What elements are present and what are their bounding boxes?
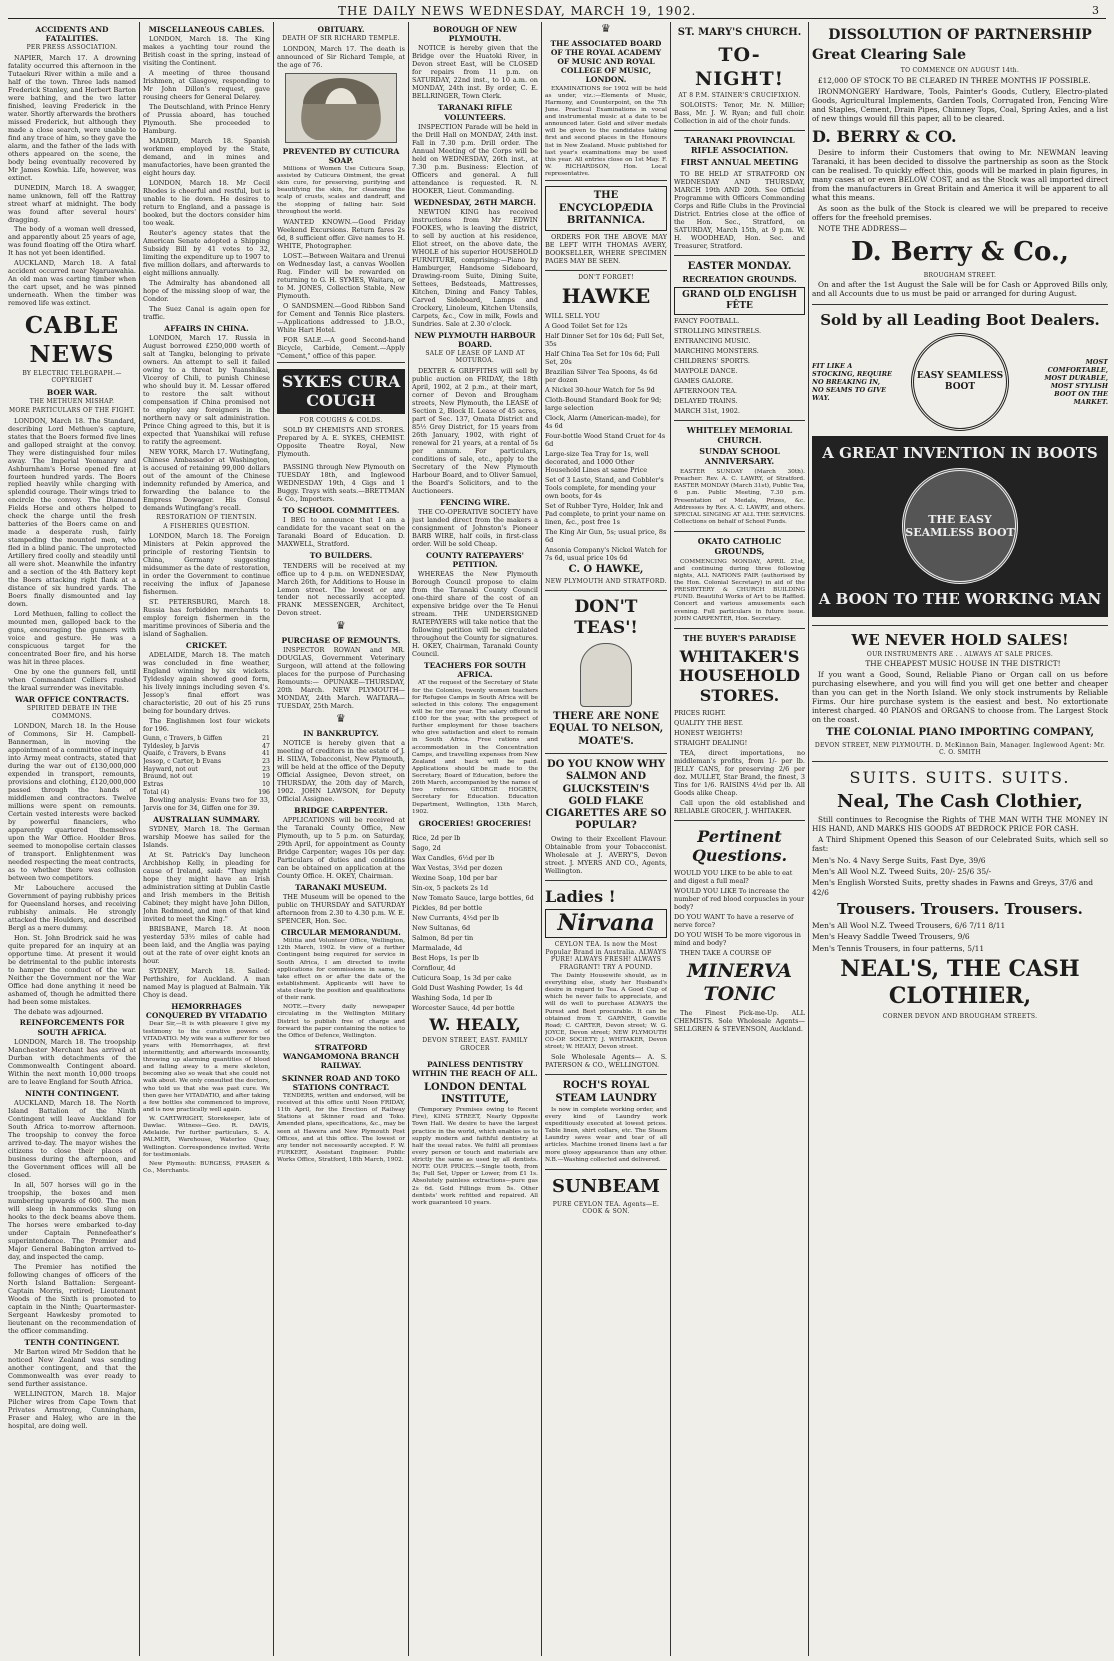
ad-text: Millions of Women Use Cuticura Soap, assisted by Cuticura Ointment, the great skin cure, for preserving, purifying and beautifying the skin, for cleansing the scalp of crusts, scales and dandruff, and the stopping of falling hair. Sold throughout the world. (277, 165, 405, 215)
column-5 (545, 22, 667, 1656)
article-paragraph: The debate was adjourned. (14, 1007, 104, 1016)
section-heading: HEMORRHAGES CONQUERED BY VITADATIO (145, 1002, 268, 1021)
tonight-heading: TO-NIGHT! (695, 44, 784, 90)
article-paragraph: The Admiralty has abandoned all hope of the missing sloop of war, the Condor. (143, 278, 270, 303)
nirvana-subtitle: CEYLON TEA. Is now the Most Popular Brand in Australia. ALWAYS PURE! ALWAYS FRESH! ALWAYS FRAGRANT! TRY A POUND. (545, 941, 667, 971)
pertinent-questions-title: Pertinent Questions. (691, 826, 788, 866)
ad-text: THEN TAKE A COURSE OF (680, 948, 772, 957)
section-heading: WAR OFFICE CONTRACTS. (15, 695, 129, 705)
list-item: Men's English Worsted Suits, pretty shades in Fawns and Greys, 37/6 and 42/6 (812, 878, 1094, 897)
list-item: Half Dinner Set for 10s 6d; Full Set, 35s (545, 332, 665, 348)
column-1 (8, 22, 136, 1656)
list-item: AFTERNOON TEA. (674, 386, 738, 395)
section-heading: LONDON DENTAL INSTITUTE, (423, 1081, 526, 1105)
section-heading: IN BANKRUPTCY. (303, 728, 379, 738)
suits-heading: SUITS. SUITS. SUITS. (849, 768, 1071, 788)
sykes-ad-title: SYKES CURA COUGH (277, 369, 405, 414)
article-paragraph: The body of a woman well dressed, and apparently about 25 years of age, was found floating off the Otira wharf. It has not yet been identified. (8, 225, 136, 258)
article-paragraph: AUCKLAND, March 18. A fatal accident occurred near Ngaruawahia. An old man was carting timber when the cart upset, and he was pinned underneath. When the timber was removed life was extinct. (8, 259, 136, 308)
classified-ad: NOTICE is hereby given that a meeting of creditors in the estate of J. H. SILVA, Tobacconist, New Plymouth, will be held at the office of the Deputy Official Assignee, Devon street, on THURSDAY, the 20th day of March, 1902. JOHN LAWSON, for Deputy Official Assignee. (277, 738, 405, 803)
ad-text: SOLOISTS: Tenor, Mr. N. Millier; Bass, Mr. J. W. Ryan; and full choir. Collection in aid of the choir funds. (674, 101, 805, 126)
boot-seal-icon: EASY SEAMLESS BOOT (911, 333, 1009, 431)
table-row: Tyldesley, b Jarvis 47 (143, 742, 270, 750)
article-paragraph: WELLINGTON, March 18. Major Pilcher wires from Cape Town that Privates Armstrong, Cunningham, Fraser and Haley, who are in the hospital, are doing well. (8, 1389, 136, 1430)
clearing-sale-title: Great Clearing Sale (812, 47, 967, 64)
list-item: Worcester Sauce, 4d per bottle (412, 1003, 515, 1012)
article-paragraph: BRISBANE, March 18. At noon yesterday 53½ miles of cable had been laid, and the Anglia was paying out at the rate of over eight knots an hour. (143, 925, 270, 966)
ad-text: The Dainty Housewife should, as in everything else, study her Husband's desire in regard to Tea. A Good Cup of which he never fails to appreciate, and will do well to purchase ALWAYS the Purest and Best procurable. It can be obtained from T. GARNER, Gonville Road; C. CARTER, Devon street; W. G. JOYCE, Devon street; NEW PLYMOUTH CO-OP. SOCIETY; J. WHITAKER, Devon street; W. HEALY, Devon street. (545, 972, 667, 1051)
easter-monday-title: EASTER MONDAY. (687, 260, 792, 272)
neal-logo: Neal, The Cash Clothier, (837, 790, 1083, 812)
article-paragraph: Lord Methuen, falling to collect the mounted men, galloped back to the guns, encouraging the gunners with voice and gesture. He was a conspicuous target for the concentrated Boer fire, and his horse was hit in three places. (8, 610, 136, 667)
classified-ad: FOR SALE.—A good Second-hand Bicycle, Carbide, Cement.—Apply "Cement," office of this paper. (277, 335, 405, 360)
column-rule (541, 22, 542, 1656)
whiteley-title: WHITELEY MEMORIAL CHURCH. (686, 424, 793, 445)
table-row: Total (4) 196 (143, 788, 270, 796)
ad-kicker: DON'T FORGET! (578, 274, 634, 282)
list-item: Cornflour, 4d (412, 963, 456, 972)
classified-ad: I BEG to announce that I am a candidate for the vacant seat on the Taranaki Board of Education. D. MAXWELL, Stratford. (277, 516, 405, 549)
article-paragraph: Mr Barton wired Mr Seddon that he noticed New Zealand was sending another contingent, and that the Commonwealth was ever ready to send further assistance. (8, 1347, 136, 1388)
table-row: Quaife, c Travers, b Evans 41 (143, 750, 270, 758)
classified-ad: Militia and Volunteer Office, Wellington, 12th March, 1902. In view of a further Contingent being required for service in South Africa, I am directed to invite applications for commissions in same, to take effect on or after the date of the establishment. Applicants will have to state clearly the position and qualifications of their rank. (277, 938, 405, 1002)
section-heading: TARANAKI RIFLE VOLUNTEERS. (437, 103, 513, 122)
column-4 (412, 22, 538, 1656)
byline: PER PRESS ASSOCIATION. (26, 44, 118, 52)
woman-figure-icon (580, 643, 632, 707)
laundry-ad (545, 1074, 667, 1169)
piano-company-ad (812, 625, 1108, 762)
list-item: STRAIGHT DEALING! (674, 738, 748, 747)
classified-ad: PASSING through New Plymouth on TUESDAY 18th, and Inglewood WEDNESDAY 19th, 4 Gigs and 1 Buggy. Trays with seats.—BRETTMAN & Co., Importers. (277, 463, 405, 504)
list-item: Brazilian Silver Tea Spoons, 4s 6d per dozen (545, 367, 658, 384)
page-number: 3 (1092, 4, 1100, 17)
classified-ad: NOTE.—Every daily newspaper circulating in the Wellington Military District to publish free of charge and forward the paper containing the notice to the Office of Defence, Wellington. (277, 1004, 405, 1039)
sunday-school-title: SUNDAY SCHOOL ANNIVERSARY. (699, 446, 780, 467)
section-heading: AUSTRALIAN SUMMARY. (153, 815, 260, 825)
list-item: Half China Tea Set for 10s 6d; Full Set, 20s (545, 349, 660, 366)
article-paragraph: ADELAIDE, March 18. The match was concluded in fine weather, England winning by six wickets. Tyldesley again showed good form, his lively innings including seven 4's. Jessop's final effort was characteristic, 20 out of his 25 runs being for boundary drives. (143, 651, 270, 716)
ad-text: If you want a Good, Sound, Reliable Piano or Organ call on us before purchasing elsewhere, and you will find you will get one better and cheaper than you can get in the North Island. We only stock instruments by Reliable Firms. Our hire purchase system is the easiest and best. No extortionate interest charged. 40 PIANOS and ORGANS to choose from. The Largest Stock on the coast. (812, 670, 1108, 725)
article-paragraph: Mr Labouchere accused the Government of paying rubbishy prices for Queensland horses, and receiving rubbishy animals. He strongly attacked the Houlders, and described Bergl as a mere dummy. (8, 883, 136, 932)
ad-text: Sole Wholesale Agents— A. S. PATERSON & CO., WELLINGTON. (545, 1053, 667, 1070)
column-rule (670, 22, 671, 1656)
recreation-grounds-title: RECREATION GROUNDS. (682, 273, 797, 284)
nirvana-logo: Nirvana (545, 909, 667, 938)
classified-ad: WHEREAS the New Plymouth Borough Council propose to claim from the Taranaki County Council one-third share of the cost of an expensive bridge over the Te Henui stream. THE UNDERSIGNED RATEPAYERS will take notice that the following petition will be circulated throughout the County for signatures. H. OKEY, Chairman, Taranaki County Council. (412, 570, 538, 658)
list-item: Rice, 2d per lb (412, 833, 461, 842)
sunbeam-tea-ad (545, 1169, 667, 1221)
list-item: Wax Vestas, 3½d per dozen (412, 863, 503, 872)
encyclopaedia-ad (545, 180, 667, 270)
sykes-ad-subtitle: FOR COUGHS & COLDS. (299, 416, 383, 424)
whitaker-stores-title: WHITAKER'S HOUSEHOLD STORES. (679, 646, 800, 706)
trousers-heading: Trousers. Trousers. Trousers. (837, 899, 1083, 918)
article-paragraph: LONDON, March 18. The Standard, describing Lord Methuen's capture, states that the Boers formed five lines and galloped straight at the convoy. They were distinguished four miles away. The Imperial Yeomanry and Ashburnham's Horse opened fire at fourteen hundred yards. The Boers replied heavily while charging with splendid courage. Their wings tried to encircle the convoy. The Diamond Fields Horse and others helped to check the charge until the fresh batteries of the Boers came on and made a desperate rush, fairly stampeding the mounted men, who fled in a blind panic. The unprotected Artillery fired coolly and steadily until all were shot. Meanwhile the infantry and a section of the 4th Battery kept the Boers attacking right flank at a distance of six hundred yards. The Boers finally dismounted and lay down. (8, 416, 136, 609)
ad-text: ORDERS FOR THE ABOVE MAY BE LEFT WITH THOMAS AVERY, BOOKSELLER, WHERE SPECIMEN PAGES MAY BE SEEN. (545, 233, 667, 266)
colonial-piano-address: DEVON STREET, NEW PLYMOUTH. D. McKinnon Bain, Manager. Inglewood Agent: Mr. C. O. SMITH (814, 741, 1106, 756)
tea-ad (545, 590, 667, 753)
hawke-address: NEW PLYMOUTH AND STRATFORD. (545, 577, 667, 585)
article-paragraph: NEW YORK, March 17. Wutingfang, Chinese Ambassador at Washington, is accused of retaining 99,000 dollars out of the amount of the Chinese indemnity refunded by America, and forwarding the balance to the Empress Dowager. His Consul demands Wutingfang's recall. (143, 447, 270, 512)
list-item: PRICES RIGHT. (674, 708, 726, 717)
column-rule (408, 22, 409, 1656)
healy-name: W. HEALY, (429, 1014, 521, 1034)
classified-ad: THE Museum will be opened to the public on THURSDAY and SATURDAY afternoon from 2.30 to 4.30 p.m. W. E. SPENCER, Hon. Sec. (277, 892, 405, 925)
ad-text: COMMENCING MONDAY, APRIL 21st, and continuing during three following nights, ALL NATIONS FAIR (authorised by the Hon. Colonial Secretary) in aid of the PRESBYTERY & CHURCH BUILDING FUND. Beautiful Works of Art to be Raffled. Concert and various amusements each evening. Full particulars in future issue. JOHN CARPENTER, Hon. Secretary. (674, 558, 805, 622)
classified-ad: INSPECTION Parade will be held in the Drill Hall on MONDAY, 24th inst. Fall in 7.30 p.m. Drill order. The Annual Meeting of the Corps will be held on WEDNESDAY, 26th inst., at 7.30 p.m. Business: Election of Officers and general. A full attendance is requested. R. N. HOOKER, Lieut. Commanding. (412, 122, 538, 195)
table-row: Hayward, not out 23 (143, 765, 270, 773)
list-item: Men's All Wool N.Z. Tweed Trousers, 6/6 7/11 8/11 (812, 921, 1006, 931)
column-3 (277, 22, 405, 1656)
masthead (8, 4, 1106, 19)
section-heading: SKINNER ROAD AND TOKO STATIONS CONTRACT. (281, 1073, 401, 1092)
ad-text: As soon as the bulk of the Stock is cleared we will be prepared to receive offers for the freehold premises. (812, 204, 1108, 223)
cable-news-subheading: BY ELECTRIC TELEGRAPH.—COPYRIGHT (22, 369, 122, 385)
article-paragraph: LONDON, March 18. The Foreign Ministers at Pekin approved the principle of restoring Tientsin to China, Germany suggesting midsummer as the date of restoration, in order the Government to continue receiving the influx of Japanese fishermen. (143, 532, 270, 597)
article-paragraph: One by one the gunners fell, until when Commandant Celliers rushed the kraal surrender was inevitable. (8, 668, 136, 693)
article-paragraph: SYDNEY, March 18. Sailed: Perthshire, for Auckland. A man named May is plagued at Balmain. Yik Choy is dead. (143, 967, 270, 1000)
neals-footer-logo: NEAL'S, THE CASH CLOTHIER, (840, 955, 1080, 1009)
column-2 (143, 22, 270, 1656)
crown-icon: ♛ (335, 712, 347, 726)
section-heading: TENTH CONTINGENT. (24, 1337, 120, 1347)
easter-fete-ad (674, 255, 805, 420)
classified-ad: AT the request of the Secretary of State for the Colonies, twenty women teachers for Refugee Camps in South Africa will be selected in this colony. The engagement will be for one year. The salary offered is £100 for the year, with the prospect of further employment for those teachers who give satisfaction and elect to remain in South Africa. Free rations and accommodation in the Concentration Camps, and travelling expenses from New Zealand and back will be paid. Applications should be made to the Secretary, Board of Education, before the 26th March, accompanied by the names of two referees. GEORGE HOGBEN, Secretary for Education. Education Department, Wellington, 13th March, 1902. (412, 680, 538, 815)
article-paragraph: ST. PETERSBURG, March 18. Russia has forbidden merchants to employ foreign fishermen in the maritime provinces of Siberia and the island of Saghalien. (143, 598, 270, 639)
gold-flake-title: DO YOU KNOW WHY SALMON AND GLUCKSTEIN'S GOLD FLAKE CIGARETTES ARE SO POPULAR? (545, 758, 667, 832)
ad-text: THE CHEAPEST MUSIC HOUSE IN THE DISTRICT! (865, 659, 1061, 669)
list-item: Cloth-Bound Standard Book for 9d; large selection (545, 395, 662, 412)
list-item: Men's Tennis Trousers, in four patterns, 5/11 (812, 943, 985, 953)
classified-ad: (Temporary Premises owing to Recent Fire), KING STREET, Nearly Opposite Town Hall. We desire to have the largest practice in the world, which enables us to supply modern and faithful dentistry at half the usual rates. We fulfil all promises every person or touch and materials are strictly the same as used by all dentists. NOTE OUR PRICES.—Single tooth, from 5s; Full Set, Upper or Lower, from £1 1s. Absolutely painless extractions—pure gas 2s 6d. Gold Fillings from 5s. Other dentists' work refitted and repaired. All work guaranteed 10 years. (412, 1107, 538, 1206)
section-subheading: A FISHERIES QUESTION. (163, 522, 250, 530)
column-rule (808, 22, 809, 1656)
section-heading: ACCIDENTS AND FATALITIES. (35, 25, 109, 44)
okato-title: OKATO CATHOLIC GROUNDS, (697, 536, 782, 556)
list-item: Ansonia Company's Nickel Watch for 7s 6d, usual price 10s 6d (545, 545, 667, 562)
sale-date: TO COMMENCE ON AUGUST 14th. (900, 67, 1020, 75)
section-heading: PURCHASE OF REMOUNTS. (281, 635, 401, 645)
list-item: QUALITY THE BEST. (674, 718, 744, 727)
article-paragraph: NAPIER, March 17. A drowning fatality occurred this afternoon in the Tutaekuri River within a mile and a half of the town. Three lads named Frederick Stanley, and Herbert Barton were bathing, and the two latter finished, leaving Frederick in the water. Shortly afterwards the brothers missed Frederick, but although they made a close search, were unable to find any trace of him, so they gave the alarm, and the father of the lads with others appeared on the scene, the body being eventually recovered by Mr James Kowhia. Life, however, was extinct. (8, 53, 136, 182)
list-item: Best Hops, 1s per lb (412, 953, 479, 962)
section-heading: THE ASSOCIATED BOARD OF THE ROYAL ACADEMY OF MUSIC AND ROYAL COLLEGE OF MUSIC, LONDON. (550, 38, 662, 85)
list-item: Gold Dust Washing Powder, 1s 4d (412, 983, 523, 992)
list-item: Pickles, 8d per bottle (412, 903, 483, 912)
list-item: GAMES GALORE. (674, 376, 734, 385)
article-paragraph: Hon. St. John Brodrick said he was quite prepared for an inquiry at an opportune time. At present it would be detrimental to the public interests to hamper the conduct of the war. Neither the Government nor the War Office had done anything it need be ashamed of, though he admitted there had been some mistakes. (8, 933, 136, 1006)
classified-ad: TENDERS, written and endorsed, will be received at this office until Noon FRIDAY, 11th April, for the Erection of Railway Stations at Skinner road and Toko. Amended plans, specifications, &c., may be seen at Hawera and New Plymouth Post Offices, and at this office. The lowest or any tender not necessarily accepted. F. W. FURKERT, Assistant Engineer. Public Works Office, Stratford, 18th March, 1902. (277, 1092, 405, 1164)
classified-ad: EXAMINATIONS for 1902 will be held as under, viz.:—Elements of Music, Harmony, and Counterpoint, on the 7th June. Practical Examinations in vocal and instrumental music at a date to be announced later. Gold and silver medals will be given to the candidates taking first and second places in the Honours list in New Zealand. Music published for last year's examinations may be used this year. All entries close on 1st May. F. W. RICHARDSON, Hon. Local representative. (545, 85, 667, 178)
section-heading: TO BUILDERS. (309, 551, 373, 561)
section-heading: REINFORCEMENTS FOR SOUTH AFRICA. (19, 1018, 125, 1037)
list-item: Men's No. 4 Navy Serge Suits, Fast Dye, 39/6 (812, 855, 986, 865)
list-item: MARCHING MONSTERS. (674, 346, 759, 355)
sykes-cough-ad (277, 362, 405, 464)
list-item: Salmon, 8d per tin (412, 933, 474, 942)
classified-ad: TENDERS will be received at my office up to 4 p.m. on WEDNESDAY, March 26th, for Additions to House in Lemon street. The lowest or any tender not necessarily accepted. FRANK MESSENGER, Architect, Devon street. (277, 561, 405, 618)
section-heading: BOER WAR. (46, 387, 98, 397)
article-paragraph: W. CARTWRIGHT, Storekeeper, late of Dawlac. Witness—Geo. R. DAVIS, Adelaide. For further particulars, S. A. PALMER, Warehouse, Waterloo Quay, Wellington. Correspondence invited. Write for testimonials. (143, 1116, 270, 1158)
section-subheading: DEATH OF SIR RICHARD TEMPLE. (282, 35, 400, 43)
boot-icon: THE EASY SEAMLESS BOOT (902, 468, 1018, 584)
ad-text: EASTER SUNDAY (March 30th). Preacher: Rev. A. C. LAWRY, of Stratford. EASTER MONDAY (March 31st), Public Tea, 6 p.m. Public Meeting, 7.30 p.m. Presentation of Medals, Prizes, &c. Addresses by Rev. A. C. LAWRY, and others. SPECIAL SINGING AT ALL THE SERVICES. Collections on behalf of School Funds. (674, 469, 805, 525)
ladies-heading: Ladies ! (545, 886, 616, 906)
okato-fair-ad (674, 531, 805, 628)
church-subtitle: AT 8 P.M. STAINER'S CRUCIFIXION. (678, 92, 801, 100)
article-paragraph: LONDON, March 18. The troopship Manchester Merchant has arrived at Durban with detachments of the Commonwealth Contingent aboard. Within the next month 10,000 troops are to leave England for South Africa. (8, 1037, 136, 1086)
never-hold-sales-title: WE NEVER HOLD SALES! (851, 630, 1069, 649)
hawke-title: HAWKE (561, 284, 651, 309)
classified-ad: APPLICATIONS will be received at the Taranaki County Office, New Plymouth, up to 5 p.m. on Saturday, 29th April, for appointment as County Bridge Carpenter; wages 10s per day. Particulars of duties and conditions can be obtained on application at the County Office. H. OKEY, Chairman. (277, 815, 405, 880)
section-heading: GROCERIES! GROCERIES! (418, 818, 532, 828)
list-item: STROLLING MINSTRELS. (674, 326, 762, 335)
ad-text: TO BE HELD AT STRATFORD ON WEDNESDAY AND THURSDAY, MARCH 19th AND 20th. See Official Programme with Officers Commanding Corps and Rifle Clubs in the Provincial District. Entries close at the office of the Hon. Sec., Stratford, on SATURDAY, March 15th, at 9 p.m. W. H. WOODHEAD, Hon. Sec. and Treasurer, Stratford. (674, 169, 805, 250)
ad-text: On and after the 1st August the Sale will be for Cash or Approved Bills only, and all Accounts due to us must be paid or arranged for during August. (812, 280, 1108, 299)
section-heading: CIRCULAR MEMORANDUM. (281, 927, 401, 937)
ad-text: A Third Shipment Opened this Season of our Celebrated Suits, which sell so fast: (812, 835, 1108, 853)
falling-hair-illustration (285, 73, 397, 143)
list-item: Sin-ox, 5 packets 2s 1d (412, 883, 489, 892)
list-item: FANCY FOOTBALL. (674, 316, 740, 325)
list-item: WOULD YOU LIKE to be able to eat and digest a full meal? (674, 868, 793, 885)
laundry-title: ROCH'S ROYAL STEAM LAUNDRY (555, 1080, 657, 1104)
section-heading: BOROUGH OF NEW PLYMOUTH. (433, 25, 517, 44)
section-heading: TARANAKI MUSEUM. (295, 882, 387, 892)
list-item: New Sultanas, 6d (412, 923, 471, 932)
rifle-association-ad (674, 130, 805, 254)
seamless-boot-ad (812, 304, 1108, 624)
minerva-logo: MINERVA TONIC (687, 959, 792, 1006)
table-row: Jessop, c Carter, b Evans 23 (143, 758, 270, 766)
article-paragraph: SYDNEY, March 18. The German warship Moewe has sailed for the Islands. (143, 825, 270, 850)
section-subheading: SPIRITED DEBATE IN THE COMMONS. (26, 705, 118, 720)
article-paragraph: The Englishmen lost four wickets for 196. (143, 717, 270, 734)
column-rule (273, 22, 274, 1656)
hawke-ad (545, 270, 667, 590)
classified-ad: THE CO-OPERATIVE SOCIETY have just landed direct from the makers a consignment of Johnston's Pioneer BARB WIRE, half coils, in first-class order. Will be sold Cheap. (412, 507, 538, 548)
classified-ad: NOTICE is hereby given that the Bridge over the Huatoki River, in Devon street East, will be CLOSED for repairs from 11 p.m. on SATURDAY, 22nd inst., to 10 a.m. on MONDAY, 24th inst. By order, C. E. BELLRINGER, Town Clerk. (412, 44, 538, 101)
list-item: DO YOU WISH To be more vigorous in mind and body? (674, 930, 801, 947)
dissolution-title: DISSOLUTION OF PARTNERSHIP (828, 27, 1092, 43)
article-paragraph: LONDON, March 18. In the House of Commons, Sir H. Campbell-Bannerman, in moving the appointment of a committee of inquiry into Army meat contracts, stated that during the war out of £130,000,000 expended in transport, remounts, provisions and clothing, £120,000,000 passed through the hands of middlemen and contractors. Twelve millions were spent on remounts. Certain vested interests were backed by powerful financiers, who apparently quartered themselves upon the War Office. Hoolder Bros. seemed to monopolise certain classes of transport. Enlightenment was needed respecting the meat contracts, as to whether there was collusion between two competitors. (8, 722, 136, 882)
article-paragraph: The Premier has notified the following changes of officers of the North Island Battalion: Sergeant-Captain Morris, retired; Lieutenant Woods of the Sixth is promoted to captain in the Ninth; Quartermaster-Sergeant Hawkesby promoted to lieutenant on the recommendation of the officer commanding. (8, 1262, 136, 1335)
ad-text: Desire to inform their Customers that owing to Mr. NEWMAN leaving Taranaki, it has been decided to dissolve the partnership as soon as the Stock can be realised. To quickly effect this, goods will be marked in plain figures, in many cases at or even BELOW COST, and as the Stock was all imported direct from the manufacturers in Great Britain and America it will be apparent to all what this means. (812, 148, 1108, 203)
classified-ad: LOST.—Between Waitara and Urenui on Wednesday last, a canvas Woollen Rug. Finder will be rewarded on returning to G. H. SYMES, Waitara, or to M. JONES, Collection Stable, New Plymouth. (277, 251, 405, 300)
section-heading: AFFAIRS IN CHINA. (164, 323, 249, 333)
section-subheading: MORE PARTICULARS OF THE FIGHT. (8, 407, 136, 415)
boot-banner (812, 436, 1108, 617)
woman-portrait-icon (286, 74, 396, 142)
ad-text: Still continues to Recognise the Rights of THE MAN WITH THE MONEY IN HIS HAND, AND MARKS HIS GOODS AT BEDROCK PRICE FOR CASH. (812, 815, 1108, 834)
cuticura-ad-caption: PREVENTED BY CUTICURA SOAP. (282, 146, 400, 165)
list-item: Washing Soda, 1d per lb (412, 993, 493, 1002)
article-paragraph: Dear Sir,—It is with pleasure I give my testimony to the curative powers of VITADATIO. My wife was a sufferer for two years with Hemorrhages, at first intermittently, and afterwards incessantly, throwing up alarming quantities of blood and falling away to a mere skeleton, becoming also so weak that she could not walk about. We only consulted the doctors, who told us that she was past cure. We then gave her VITADATIO, and after taking a few bottles she commenced to improve, and is now practically well again. (143, 1021, 270, 1113)
list-item: Wax Candles, 6½d per lb (412, 853, 495, 862)
list-item: Four-bottle Wood Stand Cruet for 4s 6d (545, 431, 666, 448)
gold-flake-ad (545, 753, 667, 880)
article-paragraph: LONDON, March 17. The death is announced of Sir Richard Temple, at the age of 76. (277, 44, 405, 69)
church-ad (674, 22, 805, 130)
list-item: Men's Heavy Saddle Tweed Trousers, 9/6 (812, 932, 970, 942)
section-heading: COUNTY RATEPAYERS' PETITION. (426, 550, 524, 569)
boot-banner-title: A GREAT INVENTION IN BOOTS (822, 443, 1098, 462)
article-paragraph: A meeting of three thousand Irishmen, at Glasgow, responding to Mr John Dillon's request, gave rousing cheers for General Delarey. (143, 69, 270, 102)
list-item: DO YOU WANT To have a reserve of nerve force? (674, 912, 794, 929)
article-paragraph: DUNEDIN, March 18. A swagger, name unknown, fell off the Rattray street wharf at midnight. The body was found after several hours' dragging. (8, 183, 136, 224)
list-item: MARCH 31st, 1902. (674, 406, 740, 415)
encyclopaedia-title: THE ENCYCLOPÆDIA BRITANNICA. (545, 186, 667, 231)
classified-ad: WANTED KNOWN.—Good Friday Weekend Excursions. Return fares 2s 6d, 8 sufficient offer. Give names to H. WHITE, Photographer. (277, 217, 405, 250)
article-paragraph: At St. Patrick's Day luncheon Archbishop Kelly, in pleading for cause of Ireland, said: "They might hope they might have an Irish administration sitting at Dublin Castle and Irish members in the British Cabinet; they might have John Dillon, John Redmond, and men of that kind invited to meet the King." (143, 851, 270, 924)
list-item: DELAYED TRAINS. (674, 396, 738, 405)
sunbeam-subtitle: PURE CEYLON TEA. Agents—E. COOK & SON. (552, 1200, 660, 1216)
neals-address: CORNER DEVON AND BROUGHAM STREETS. (882, 1013, 1038, 1021)
boot-features (812, 333, 1108, 431)
sunbeam-logo: SUNBEAM (552, 1175, 660, 1197)
hawke-name: C. O HAWKE, (568, 563, 644, 575)
fete-title: GRAND OLD ENGLISH FÊTE (674, 287, 805, 315)
berry-dissolution-ad (812, 22, 1108, 304)
whiteley-church-ad (674, 420, 805, 531)
list-item: WOULD YOU LIKE To increase the number of red blood corpuscles in your body? (674, 886, 805, 911)
ad-text: The Finest Pick-me-Up. ALL CHEMISTS. Sole Wholesale Agents— SELLGREN & STEVENSON, Auckland. (674, 1009, 805, 1034)
tea-ad-title: DON'T TEAS'! (574, 597, 638, 639)
boot-features-left: FIT LIKE A STOCKING, REQUIRE NO BREAKING IN, NO SEAMS TO GIVE WAY. (812, 361, 892, 402)
classified-ad: NEWTON KING has received instructions from Mr EDWIN FOOKES, who is leaving the district, to sell by auction at his residence, Eliot street, on the above date, the WHOLE of his superior HOUSEHOLD FURNITURE, comprising:—Piano by Hamburger, Handsome Sideboard, Drawing-room Suite, Dining Suite, Settees, Bedsteads, Mattresses, Kitchen, Dining and Fancy Tables, Carved Sideboard, Lamps and Crockery, Linoleum, Kitchen Utensils, Carpets, &c., Cow in milk, Fowls and Sundries. Sale at 2.30 o'clock. (412, 207, 538, 328)
section-heading: TEACHERS FOR SOUTH AFRICA. (423, 660, 526, 680)
crown-icon: ♛ (600, 22, 612, 35)
whitaker-stores-ad (674, 628, 805, 820)
list-item: New Tomato Sauce, large bottles, 6d (412, 893, 534, 902)
berry-name: D. BERRY & CO. (812, 126, 957, 146)
cricket-scoreboard (143, 735, 270, 796)
ad-text: NOTE THE ADDRESS— (818, 224, 907, 234)
list-item: Wexine Soap, 10d per bar (412, 873, 498, 882)
cable-news-heading: CABLE NEWS (24, 312, 120, 368)
boot-dealers-heading: Sold by all Leading Boot Dealers. (820, 311, 1100, 330)
berry-address: BROUGHAM STREET. (923, 272, 997, 280)
list-item: New Currants, 4½d per lb (412, 913, 499, 922)
list-item: Cuticura Soap, 1s 3d per cake (412, 973, 512, 982)
list-item: Sago, 2d (412, 843, 441, 852)
column-rule (139, 22, 140, 1656)
section-subheading: RESTORATION OF TIENTSIN. (156, 513, 257, 521)
article-paragraph: LONDON, March 17. Russia in August borrowed £250,000 worth of salt at Tangku, belonging to private owners. An attempt to sell it failed owing to a threat by Yuanshikai, Viceroy of Chili, to punish Chinese who should buy it. M. Lessar offered to restore the salt without compensation if China promised not to employ any foreigners in the northern navy or salt administration. Prince Ching agreed to this, but it is expected that Yuanshikai will refuse to ratify the agreement. (143, 333, 270, 446)
table-row: Braund, not out 19 (143, 773, 270, 781)
list-item: Marmalade, 4d (412, 943, 463, 952)
list-item: ENTRANCING MUSIC. (674, 336, 751, 345)
section-heading: CRICKET. (185, 641, 228, 651)
section-heading: NINTH CONTINGENT. (24, 1088, 119, 1098)
instruments-subtitle: OUR INSTRUMENTS ARE . . ALWAYS AT SALE PRICES. (866, 651, 1054, 659)
ad-text: SOLD BY CHEMISTS AND STORES. Prepared by A. E. SYKES, CHEMIST. Opposite Theatre Royal, New Plymouth. (277, 426, 405, 459)
table-row: Gunn, c Travers, b Giffen 21 (143, 735, 270, 743)
column-6 (674, 22, 805, 1656)
classified-ad: INSPECTOR ROWAN and MR. DOUGLAS, Government Veterinary Surgeon, will attend at the following places for the purpose of Purchasing Remounts:— OPUNAKE—THURSDAY, 20th March. NEW PLYMOUTH—MONDAY, 24th March. WAITARA—TUESDAY, 25th March. (277, 646, 405, 711)
rifle-association-title: TARANAKI PROVINCIAL RIFLE ASSOCIATION. (684, 135, 795, 156)
section-heading: STRATFORD WANGAMOMONA BRANCH RAILWAY. (282, 1042, 400, 1071)
nirvana-tea-ad (545, 880, 667, 1075)
list-item: The King Air Gun, 5s; usual price, 8s 6d (545, 527, 667, 544)
article-paragraph: LONDON, March 18. Mr Cecil Rhodes is cheerful and restful, but is unable to lie down. He desires to return to England, and a passage is booked, but the doctors consider him too weak. (143, 178, 270, 227)
list-item: Large-size Tea Tray for 1s, well decorated, and 1000 Other Household Lines at same Price (545, 449, 649, 474)
section-heading: MISCELLANEOUS CABLES. (148, 25, 265, 34)
article-paragraph: Bowling analysis: Evans two for 33, Jarvis one for 34, Giffen one for 39. (143, 796, 270, 813)
table-row: Extras 10 (143, 780, 270, 788)
ad-text: TEA, direct importations, no middleman's profits, from 1/- per lb. JELLY CANS, for preserving 2/6 per doz. MULLET, Star Brand, the finest, 3 Tins for 1/6. RAISINS 4½d per lb. All Goods alike Cheap. (674, 748, 805, 797)
annual-meeting-title: FIRST ANNUAL MEETING (680, 157, 799, 167)
classified-ad: O SANDSMEN.—Good Ribbon Sand for Cement and Tennis Rice plasters.—Applications addressed to J.B.O., White Hart Hotel. (277, 301, 405, 334)
section-heading: PAINLESS DENTISTRY WITHIN THE REACH OF ALL. (412, 1060, 538, 1079)
section-subheading: THE METHUEN MISHAP. (29, 397, 115, 405)
hawke-subtitle: WILL SELL YOU (545, 312, 600, 321)
article-paragraph: MADRID, March 18. Spanish workmen employed by the State, demand, and in mines and manufactories, have been granted the eight hours day. (143, 137, 270, 177)
ad-text: £12,000 OF STOCK TO BE CLEARED IN THREE MONTHS IF POSSIBLE. (818, 75, 1091, 85)
list-item: Clock, Alarm (American-made), for 4s 6d (545, 413, 661, 430)
ad-text: Is now in complete working order, and every kind of Laundry work expeditiously executed at lowest prices. Table linen, shirt collars, etc. The Steam Laundry saves wear and tear of all articles. Machine ironed linens last a far more glossy appearance than any other. N.B.—Washing collected and delivered. (545, 1106, 667, 1163)
list-item: A Good Toilet Set for 12s (545, 322, 628, 331)
list-item: MAYPOLE DANCE. (674, 366, 738, 375)
ad-text: Call upon the old established and RELIABLE GROCER, J. WHITAKER. (674, 798, 805, 815)
article-paragraph: The Deutschland, with Prince Henry of Prussia aboard, has touched Plymouth. She proceeded to Hamburg. (143, 103, 270, 136)
article-paragraph: The Suez Canal is again open for traffic. (143, 304, 270, 321)
masthead-title: THE DAILY NEWS WEDNESDAY, MARCH 19, 1902. (338, 4, 697, 18)
section-heading: TO SCHOOL COMMITTEES. (282, 506, 400, 516)
berry-logo: D. Berry & Co., (850, 237, 1069, 268)
list-item: Men's All Wool N.Z. Tweed Suits, 20/- 25/6 35/- (812, 867, 992, 877)
classified-ad: DEXTER & GRIFFITHS will sell by public auction on FRIDAY, the 18th April, 1902, at 2 p.m., at their mart, corner of Devon and Brougham streets, New Plymouth, the LEASE of Section 2, Block II. Lease of 45 acres, part of Sec. 137, Omata District and 85½ Grey District, for 15 years from 26th January, 1902, with right of renewal for 21 years, at a rental of 5s per annum. For particulars, conditions of sale, etc., apply to the Secretary of the New Plymouth Harbour Board, and to Oliver Samuel, the Board's Solicitors, and to the Auctioneers. (412, 366, 538, 495)
section-heading: FENCING WIRE. (440, 497, 510, 507)
list-item: HONEST WEIGHTS! (674, 728, 743, 737)
ad-text: Owing to their Excellent Flavour. Obtainable from your Tobacconist. Wholesale at J. AVERY'S, Devon street. J. MYERS AND CO., Agents, Wellington. (545, 834, 667, 875)
article-paragraph: Reuter's agency states that the American Senate adopted a Shipping Subsidy Bill by 41 votes to 32, limiting the expenditure up to 1907 to five million dollars, and afterwards to eight millions annually. (143, 228, 270, 277)
tea-ad-subtitle: THERE ARE NONE EQUAL TO NELSON, MOATE'S. (548, 711, 664, 747)
section-heading: OBITUARY. (317, 25, 365, 34)
article-paragraph: In all, 507 horses will go in the troopship, the boxes and men numbering upwards of 600. The men will sleep in hammocks slung on hooks to the deck beams above them. The horses were embarked to-day under Captain Pennefeather's superintendence. The Premier and Major General Babington arrived to-day, and inspected the camp. (8, 1180, 136, 1261)
colonial-piano-title: THE COLONIAL PIANO IMPORTING COMPANY, (826, 727, 1094, 739)
list-item: CHILDRENS' SPORTS. (674, 356, 750, 365)
section-heading: WEDNESDAY, 26TH MARCH. (414, 197, 536, 207)
boot-banner-footer: A BOON TO THE WORKING MAN (818, 590, 1102, 609)
list-item: Set of 3 Laste, Stand, and Cobbler's Tools complete, for mending your own boots, for 4s (545, 475, 664, 500)
ad-text: IRONMONGERY Hardware, Tools, Painter's Goods, Cutlery, Electro-plated Goods, Agricultural Implements, Garden Tools, Corrugated Iron, Fencing Wire and Staples, Cement, Drain Pipes, Chimney Tops, Coal, Spring Axles, and a list of new things would fill this paper, all to be cleared. (812, 86, 1108, 123)
grocery-price-list (412, 829, 538, 1057)
buyers-paradise-title: THE BUYER'S PARADISE (683, 632, 796, 643)
minerva-tonic-ad (674, 820, 805, 1039)
crown-icon: ♛ (335, 619, 347, 633)
article-paragraph: AUCKLAND, March 18. The North Island Battalion of the Ninth Contingent will leave Auckland for South Africa to-morrow afternoon. The troopship to convey the force arrived to-day. The mayor wishes the citizens to close their places of business during the afternoon, and the Government offices will all be closed. (8, 1099, 136, 1179)
boot-features-right: MOST COMFORTABLE, MOST DURABLE, MOST STYLISH BOOT ON THE MARKET. (1044, 357, 1108, 406)
neal-clothier-ad (812, 761, 1108, 1025)
article-paragraph: New Plymouth: BURGESS, FRASER & Co., Merchants. (143, 1160, 270, 1174)
church-name: ST. MARY'S CHURCH. (677, 27, 802, 38)
list-item: Set of Rubber Tyre, Holder, Ink and Pad complete, to print your name on linen, &c., post free 1s (545, 501, 666, 526)
column-7 (812, 22, 1108, 1656)
section-heading: NEW PLYMOUTH HARBOUR BOARD. (414, 330, 536, 349)
list-item: A Nickel 30-hour Watch for 5s 9d (545, 385, 655, 394)
section-subheading: SALE OF LEASE OF LAND AT MOTUROA. (425, 350, 525, 365)
healy-address: DEVON STREET, EAST. FAMILY GROCER (422, 1037, 528, 1052)
section-heading: BRIDGE CARPENTER. (294, 805, 388, 815)
article-paragraph: LONDON, March 18. The King makes a yachting tour round the British coast in the spring, instead of visiting the Continent. (143, 35, 270, 68)
